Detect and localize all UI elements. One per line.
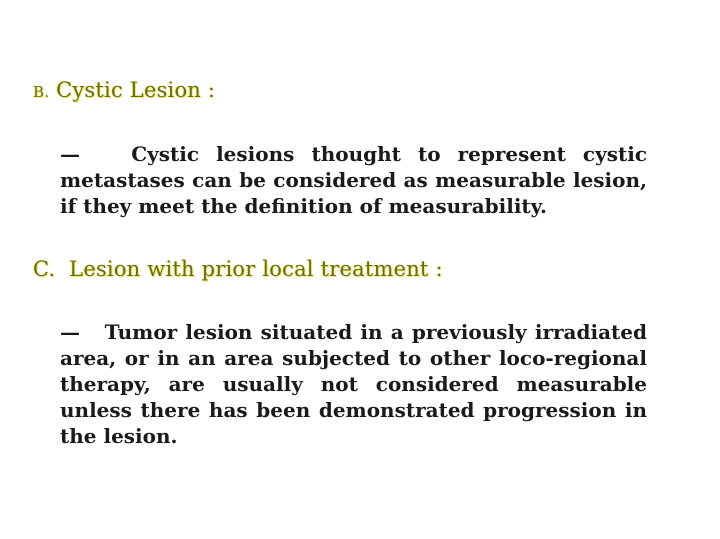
section-c-dash: —	[60, 320, 80, 344]
section-b-title: Cystic Lesion :	[56, 78, 216, 102]
section-c-heading	[33, 257, 443, 281]
section-b-heading	[33, 78, 215, 102]
section-b-paragraph	[60, 141, 647, 219]
section-c-letter: C.	[33, 257, 56, 281]
section-b-dash: —	[60, 142, 80, 166]
section-c-paragraph	[60, 319, 647, 449]
section-c-text: Tumor lesion situated in a previously irradiated area, or in an area subjected to other loco-regional therapy, are usually not considered measurable unless there has been demonstrated progression in the lesion.	[60, 320, 647, 448]
section-b-text: Cystic lesions thought to represent cystic metastases can be considered as measurable lesion, if they meet the definition of measurability.	[60, 142, 648, 218]
section-b-letter: B.	[33, 83, 50, 101]
section-c-title: Lesion with prior local treatment :	[69, 257, 443, 281]
